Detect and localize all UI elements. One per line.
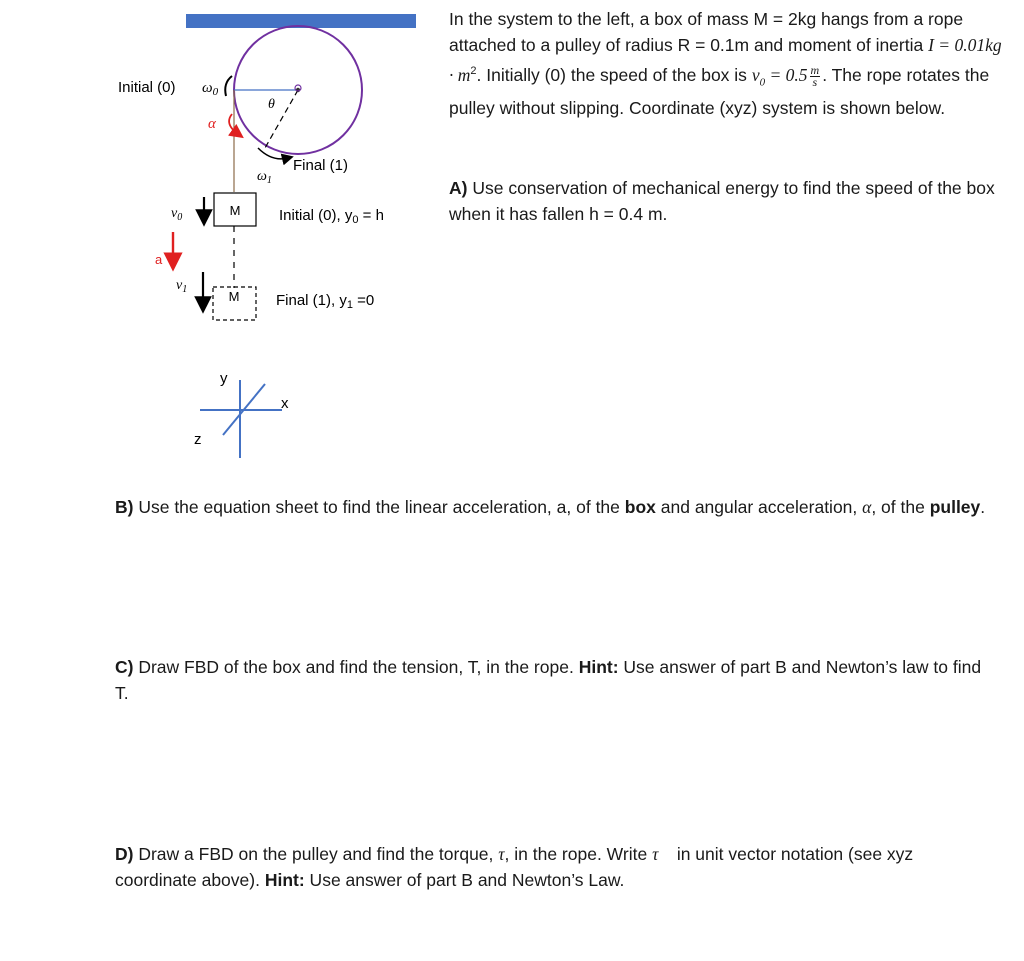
part-c-question: C) Draw FBD of the box and find the tension, T, in the rope. Hint: Use answer of part B and Newton’s law to find T.	[115, 657, 982, 703]
omega0-arc	[225, 76, 232, 96]
final-position-label: Final (1), $y_1 =0$	[276, 292, 375, 311]
theta-symbol: θ	[268, 97, 275, 112]
alpha-symbol: α	[208, 116, 216, 132]
v0-symbol: $v_0$	[171, 206, 183, 223]
box-initial-label: M	[229, 203, 241, 218]
v1-symbol: $v_1$	[176, 278, 188, 295]
omega1-symbol: $\omega_1$	[257, 169, 272, 186]
final-label: Final (1)	[293, 157, 349, 174]
initial-position-label: Initial (0), $y_0 = h$	[279, 207, 384, 226]
inertia-symbol: I	[928, 35, 934, 55]
pulley-diagram	[0, 0, 440, 470]
initial-label: Initial (0)	[118, 79, 176, 96]
axis-z-label: z	[194, 431, 202, 448]
part-d-question: D) Draw a FBD on the pulley and find the torque, τ, in the rope. Write τ⃗ in unit vector notation (see xyz coordinate above). Hint: Use answer of part B and Newton’s Law.	[115, 844, 914, 890]
unit-fraction: $\frac{m}{s}$	[810, 62, 820, 89]
part-a-question: A) Use conservation of mechanical energy to find the speed of the box when it has fallen h = 0.4 m.	[449, 178, 995, 224]
box-final-label: M	[228, 289, 240, 304]
omega0-symbol: $\omega_0$	[202, 80, 219, 98]
axis-x-label: x	[281, 395, 289, 412]
a-symbol: a	[155, 252, 163, 267]
part-b-question: B) Use the equation sheet to find the linear acceleration, a, of the box and angular acceleration, α, of the pulley.	[115, 497, 986, 517]
problem-intro: In the system to the left, a box of mass M = 2kg hangs from a rope attached to a pulley of radius R = 0.1m and moment of inertia $I = 0.01kg \cdot m^2$. Initially (0) the speed of the box is $v_0 = 0.5$ $\frac{m}{s}$ . The rope rotates the pulley without slipping. Coordinate (xyz) system is shown below.	[449, 9, 1002, 119]
axis-y-label: y	[220, 370, 228, 387]
